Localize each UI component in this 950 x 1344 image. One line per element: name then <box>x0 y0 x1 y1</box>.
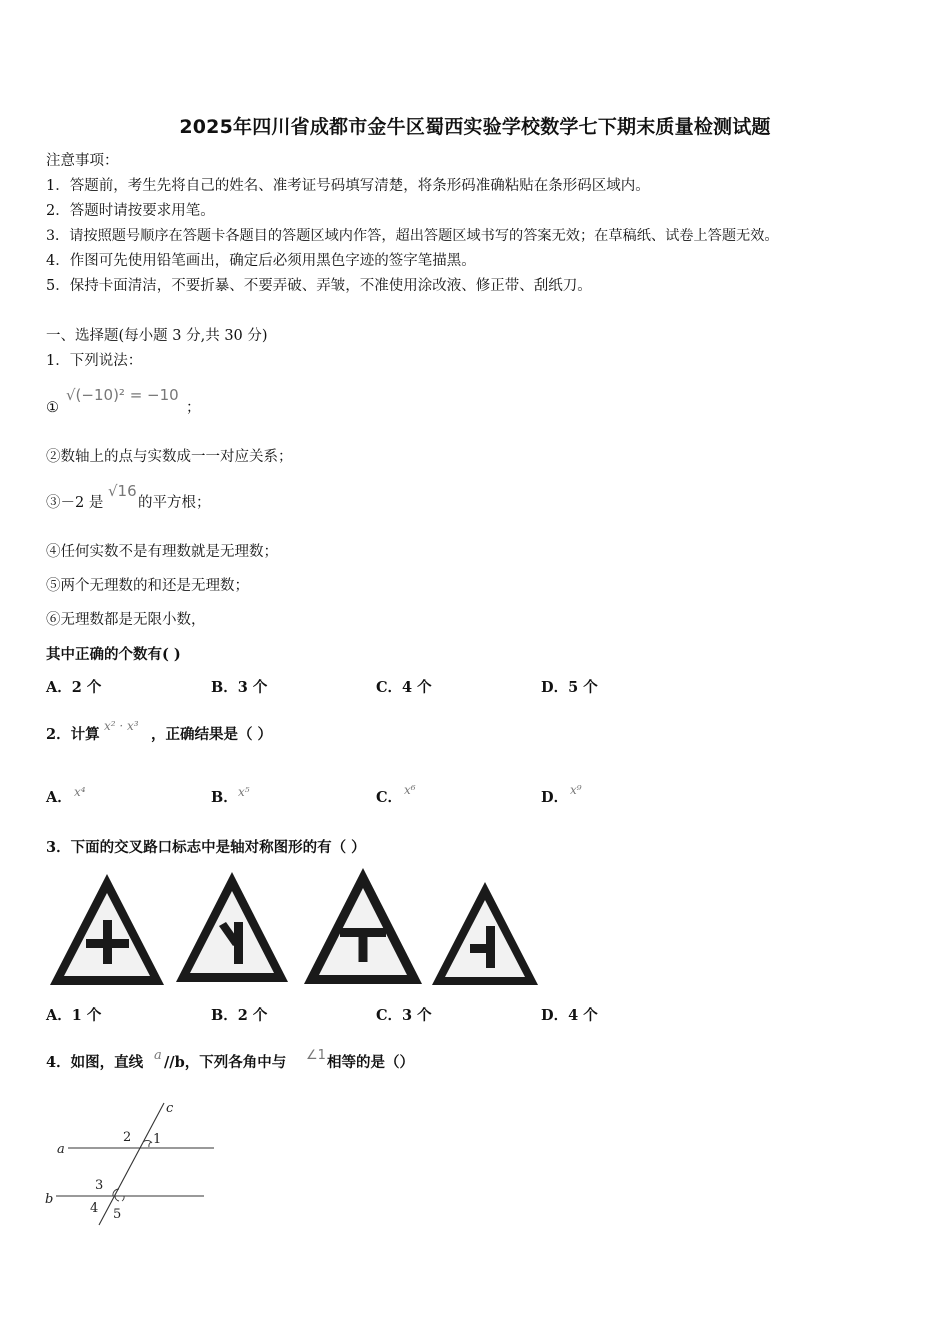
label-3: 3 <box>95 1178 104 1193</box>
question-4-stem-mid: //b，下列各角中与 <box>164 1054 287 1071</box>
t-junction-sign <box>302 866 424 988</box>
section-heading: 一、选择题(每小题 3 分,共 30 分) <box>46 328 268 344</box>
page-title: 2025年四川省成都市金牛区蜀西实验学校数学七下期末质量检测试题 <box>179 116 771 138</box>
statement-3-math: √16 <box>108 482 137 500</box>
statement-4: ④任何实数不是有理数就是无理数； <box>46 544 278 560</box>
option-b: B．2 个 <box>211 1007 268 1024</box>
notice-item: 2．答题时请按要求用笔。 <box>46 203 215 219</box>
statement-3-pre: ③－2 是 <box>46 495 104 511</box>
option-c: C．3 个 <box>376 1007 432 1024</box>
side-road-sign <box>430 880 540 988</box>
option-a-value: x⁴ <box>74 785 86 799</box>
notice-item: 4．作图可先使用铅笔画出，确定后必须用黑色字迹的签字笔描黑。 <box>46 253 476 269</box>
question-4-stem-pre: 4．如图，直线 <box>46 1054 144 1071</box>
option-a-letter: A． <box>46 789 72 806</box>
option-c-letter: C． <box>376 789 403 806</box>
line-c <box>99 1103 164 1225</box>
parallel-lines-figure <box>40 1095 230 1230</box>
statement-2: ②数轴上的点与实数成一一对应关系； <box>46 449 293 465</box>
question-4-angle: ∠1 <box>306 1048 326 1063</box>
option-d-value: x⁹ <box>570 783 582 797</box>
notice-item: 1．答题前，考生先将自己的姓名、准考证号码填写清楚，将条形码准确粘贴在条形码区域内。 <box>46 178 650 194</box>
question-4-stem-post: 相等的是（） <box>327 1054 414 1071</box>
question-3-stem: 3．下面的交叉路口标志中是轴对称图形的有（ ） <box>46 839 366 856</box>
notice-item: 5．保持卡面清洁，不要折暴、不要弄破、弄皱，不准使用涂改液、修正带、刮纸刀。 <box>46 278 592 294</box>
statement-1-math: √(−10)² = −10 <box>66 386 179 404</box>
label-b: b <box>45 1192 54 1207</box>
option-d: D．4 个 <box>541 1007 598 1024</box>
notice-heading: 注意事项： <box>46 153 119 169</box>
y-junction-sign <box>174 870 290 986</box>
statement-1-number: ① <box>46 400 59 416</box>
label-a: a <box>57 1142 65 1157</box>
statement-6: ⑥无理数都是无限小数， <box>46 612 206 628</box>
option-b: B．3 个 <box>211 679 268 696</box>
statement-3-post: 的平方根； <box>138 495 211 511</box>
statement-1-end: ； <box>186 400 201 416</box>
notice-item: 3．请按照题号顺序在答题卡各题目的答题区域内作答，超出答题区域书写的答案无效；在草稿纸、试卷上答题无效。 <box>46 228 779 244</box>
question-4-var-a: a <box>154 1048 162 1063</box>
question-1-stem: 1．下列说法： <box>46 353 143 369</box>
option-c: C．4 个 <box>376 679 432 696</box>
question-2-math: x² · x³ <box>104 719 139 733</box>
statement-5: ⑤两个无理数的和还是无理数； <box>46 578 249 594</box>
label-c: c <box>166 1101 174 1116</box>
question-2-stem-pre: 2．计算 <box>46 726 100 743</box>
option-b-value: x⁵ <box>238 785 250 799</box>
label-5: 5 <box>113 1207 122 1222</box>
option-d: D．5 个 <box>541 679 598 696</box>
label-2: 2 <box>123 1130 132 1145</box>
label-1: 1 <box>153 1132 162 1147</box>
option-d-letter: D． <box>541 789 569 806</box>
label-4: 4 <box>90 1201 99 1216</box>
option-a: A．1 个 <box>46 1007 102 1024</box>
question-1-ask: 其中正确的个数有( ) <box>46 646 181 663</box>
option-b-letter: B． <box>211 789 238 806</box>
question-2-stem-post: ，正确结果是（ ） <box>151 726 273 743</box>
option-a: A．2 个 <box>46 679 102 696</box>
crossroad-sign <box>48 872 166 988</box>
option-c-value: x⁶ <box>404 783 416 797</box>
